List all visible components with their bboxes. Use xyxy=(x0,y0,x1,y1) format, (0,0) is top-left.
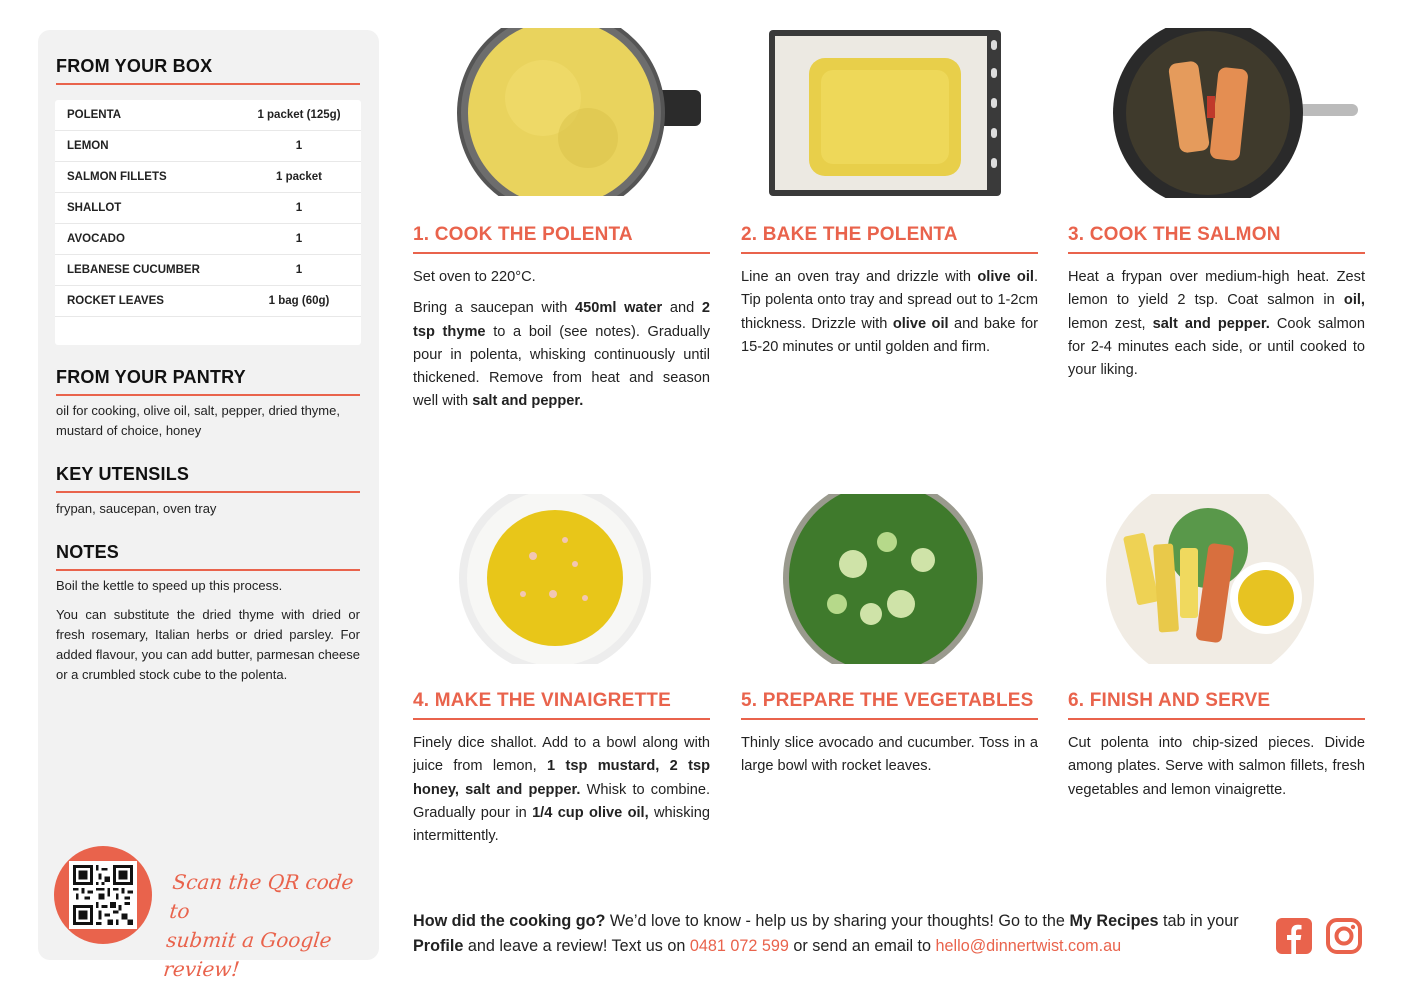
notes-paragraph: Boil the kettle to speed up this process. xyxy=(56,578,283,593)
text-run: Thinly slice avocado and cucumber. Toss in a large bowl with rocket leaves. xyxy=(741,735,1038,775)
text-run: Whisk to combine. Gradually pour in xyxy=(413,781,711,821)
ingredient-row xyxy=(55,100,361,131)
ingredient-name: SHALLOT xyxy=(67,202,122,214)
bold-ingredient: salt and pepper. xyxy=(1152,315,1270,332)
step-title: 2. BAKE THE POLENTA xyxy=(741,224,1038,254)
email-link[interactable]: hello@dinnertwist.com.au xyxy=(935,937,1122,955)
bold-ingredient: olive oil xyxy=(892,315,949,332)
step-text xyxy=(741,732,1038,779)
box-title: FROM YOUR BOX xyxy=(56,56,360,85)
step-text xyxy=(1068,266,1365,382)
step-body xyxy=(741,266,1038,367)
text-run: lemon zest, xyxy=(1068,315,1153,332)
phone-link[interactable]: 0481 072 599 xyxy=(689,937,789,955)
ingredient-name: POLENTA xyxy=(67,109,122,121)
ingredient-row xyxy=(55,131,361,162)
sidebar-panel xyxy=(38,30,379,981)
utensils-title: KEY UTENSILS xyxy=(56,464,360,493)
text-run: to a boil (see notes). Gradually pour in polenta, whisking continuously until thickened. Remove from heat and season well with xyxy=(413,323,710,410)
ingredient-qty: 1 xyxy=(295,140,303,152)
step-title: 3. COOK THE SALMON xyxy=(1068,224,1365,254)
qr-code-icon[interactable] xyxy=(69,861,137,929)
text-run: whisking intermittently. xyxy=(413,804,710,845)
feedback-footer xyxy=(413,909,1263,959)
step-text xyxy=(413,732,710,848)
step-text xyxy=(413,297,710,413)
bold-ingredient: 1 tsp mustard, 2 tsp honey, salt and pepper. xyxy=(413,758,710,798)
step-3 xyxy=(1068,28,1365,468)
ingredient-name: LEMON xyxy=(67,140,109,152)
step-body xyxy=(413,732,710,856)
facebook-icon[interactable] xyxy=(1275,917,1313,955)
ingredient-row xyxy=(55,193,361,224)
step-4 xyxy=(413,494,710,874)
qr-cta-line: submit a Google review! xyxy=(162,928,333,981)
step-body xyxy=(1068,732,1365,810)
step-text xyxy=(741,266,1038,359)
step-title: 5. PREPARE THE VEGETABLES xyxy=(741,690,1038,720)
step-2 xyxy=(741,28,1038,468)
step-1 xyxy=(413,28,710,468)
text-run: . Tip polenta onto tray and spread out to 1-2cm thickness. Drizzle with xyxy=(741,269,1038,332)
notes-title: NOTES xyxy=(56,542,360,571)
notes-text xyxy=(56,576,360,694)
bold-ingredient: salt and pepper. xyxy=(472,393,584,410)
ingredient-qty: 1 bag (60g) xyxy=(268,295,330,307)
ingredient-name: SALMON FILLETS xyxy=(67,171,167,183)
plated-dish-photo xyxy=(1068,494,1365,664)
text-run: and xyxy=(662,300,702,317)
bold-ingredient: 2 tsp thyme xyxy=(413,300,710,340)
notes-paragraph: You can substitute the dried thyme with dried or fresh rosemary, Italian herbs or dried parsley. For added flavour, you can add butter, parmesan cheese or a crumbled stock cube to the polenta. xyxy=(56,607,360,682)
text-run: Cook salmon for 2-4 minutes each side, or until cooked to your liking. xyxy=(1068,315,1365,379)
step-5 xyxy=(741,494,1038,874)
text-run: Finely dice shallot. Add to a bowl along with juice from lemon, xyxy=(413,735,710,775)
bold-ingredient: oil, xyxy=(1343,292,1365,309)
profile-label: Profile xyxy=(413,937,464,955)
ingredient-qty: 1 xyxy=(295,202,303,214)
step-body xyxy=(413,266,710,422)
bold-ingredient: 1/4 cup olive oil, xyxy=(532,804,649,821)
qr-call-to-action xyxy=(162,868,374,984)
instagram-icon[interactable] xyxy=(1325,917,1363,955)
footer-question: How did the cooking go? xyxy=(413,912,606,930)
ingredient-name: LEBANESE CUCUMBER xyxy=(67,264,200,276)
polenta-oven-tray-photo xyxy=(741,28,1038,198)
ingredient-name: ROCKET LEAVES xyxy=(67,295,164,307)
text-run: Line an oven tray and drizzle with xyxy=(741,269,978,285)
step-title: 1. COOK THE POLENTA xyxy=(413,224,710,254)
salmon-frypan-photo xyxy=(1068,28,1365,198)
pantry-title: FROM YOUR PANTRY xyxy=(56,367,360,396)
ingredient-row xyxy=(55,224,361,255)
utensils-text: frypan, saucepan, oven tray xyxy=(56,501,217,516)
step-text: Set oven to 220°C. xyxy=(413,269,536,285)
step-body xyxy=(1068,266,1365,390)
ingredient-name: AVOCADO xyxy=(67,233,125,245)
ingredient-row xyxy=(55,286,361,317)
salad-bowl-photo xyxy=(741,494,1038,664)
qr-cta-line: Scan the QR code to xyxy=(168,870,355,923)
bold-ingredient: olive oil xyxy=(977,269,1034,285)
step-body xyxy=(741,732,1038,787)
ingredient-row xyxy=(55,255,361,286)
step-title: 6. FINISH AND SERVE xyxy=(1068,690,1365,720)
my-recipes-label: My Recipes xyxy=(1069,912,1159,930)
ingredient-qty: 1 xyxy=(295,233,303,245)
text-run: and bake for 15-20 minutes or until golden and firm. xyxy=(741,315,1038,355)
text-run: Bring a saucepan with xyxy=(413,300,576,317)
vinaigrette-bowl-photo xyxy=(413,494,710,664)
ingredient-qty: 1 packet (125g) xyxy=(257,109,341,121)
qr-badge[interactable] xyxy=(54,846,152,944)
step-text xyxy=(1068,732,1365,802)
footer-text: We’d love to know - help us by sharing your thoughts! Go to the xyxy=(605,912,1070,930)
polenta-saucepan-photo xyxy=(413,28,710,198)
step-6 xyxy=(1068,494,1365,874)
bold-ingredient: 450ml water xyxy=(575,300,663,317)
ingredient-row xyxy=(55,162,361,193)
footer-text: or send an email to xyxy=(788,937,936,955)
ingredient-qty: 1 packet xyxy=(275,171,323,183)
footer-text: tab in your xyxy=(1158,912,1239,930)
step-title: 4. MAKE THE VINAIGRETTE xyxy=(413,690,710,720)
pantry-text: oil for cooking, olive oil, salt, pepper, dried thyme, mustard of choice, honey xyxy=(56,403,340,438)
text-run: Cut polenta into chip-sized pieces. Divide among plates. Serve with salmon fillets, fresh vegetables and lemon vinaigrette. xyxy=(1068,735,1365,798)
ingredients-table xyxy=(55,100,361,345)
footer-text: and leave a review! Text us on xyxy=(463,937,690,955)
text-run: Heat a frypan over medium-high heat. Zest lemon to yield 2 tsp. Coat salmon in xyxy=(1068,269,1365,309)
ingredient-qty: 1 xyxy=(295,264,303,276)
